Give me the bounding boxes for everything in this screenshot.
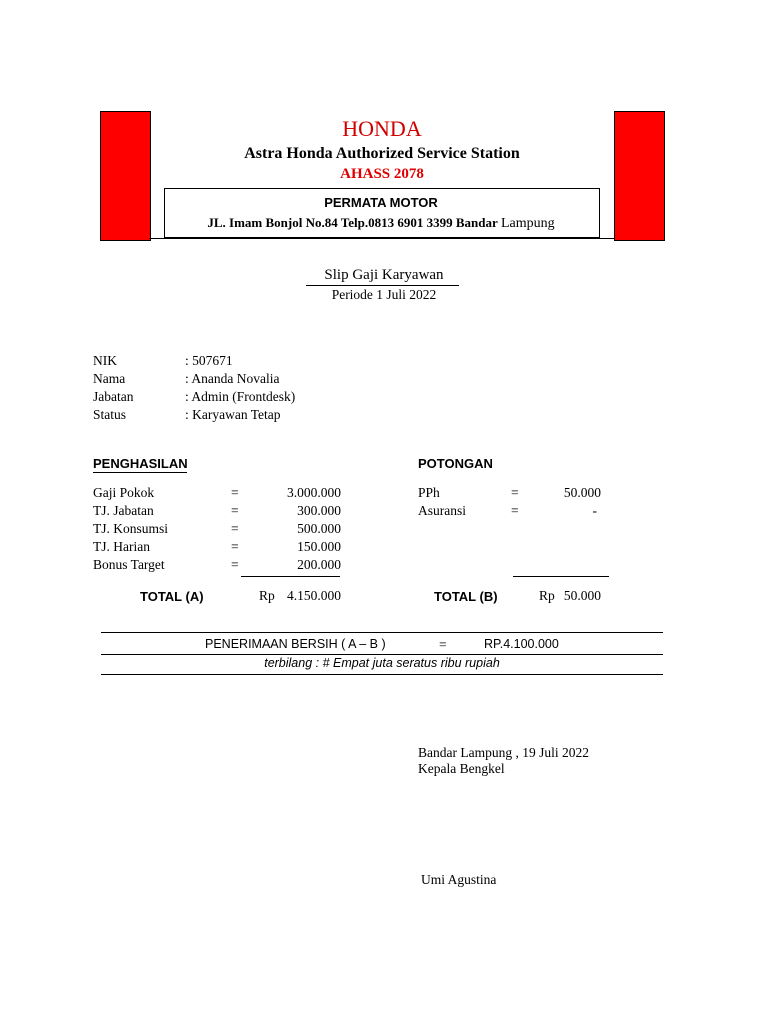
slip-period: Periode 1 Juli 2022 bbox=[331, 287, 437, 302]
signature-role: Kepala Bengkel bbox=[418, 761, 505, 776]
company-address bbox=[165, 215, 597, 232]
signature-place-date: Bandar Lampung , 19 Juli 2022 bbox=[418, 745, 589, 760]
net-pay-label: PENERIMAAN BERSIH ( A – B ) bbox=[205, 637, 386, 651]
net-top-rule bbox=[101, 632, 663, 633]
income-item-amount: 150.000 bbox=[297, 539, 341, 554]
income-item-label: TJ. Jabatan bbox=[93, 503, 154, 518]
income-item-amount: 200.000 bbox=[297, 557, 341, 572]
address-main: JL. Imam Bonjol No.84 Telp.0813 6901 3399 Bandar bbox=[207, 215, 498, 230]
deductions-heading: POTONGAN bbox=[418, 456, 493, 471]
net-middle-rule bbox=[101, 654, 663, 655]
income-item-amount: 300.000 bbox=[297, 503, 341, 518]
ahass-code: AHASS 2078 bbox=[340, 166, 424, 182]
employee-nik-value: : 507671 bbox=[185, 353, 233, 368]
income-item-eq: = bbox=[231, 521, 239, 536]
deductions-total-label: TOTAL (B) bbox=[434, 589, 498, 604]
income-total-label: TOTAL (A) bbox=[140, 589, 204, 604]
deduction-item-label: Asuransi bbox=[418, 503, 466, 518]
deduction-item-label: PPh bbox=[418, 485, 440, 500]
employee-nik-label: NIK bbox=[93, 353, 117, 368]
deduction-item-eq: = bbox=[511, 503, 519, 518]
employee-name-label: Nama bbox=[93, 371, 126, 386]
deduction-item-amount: 50.000 bbox=[563, 485, 601, 500]
signature-name: Umi Agustina bbox=[421, 872, 497, 887]
income-item-amount: 500.000 bbox=[297, 521, 341, 536]
income-heading-underline bbox=[93, 472, 187, 473]
income-item-label: TJ. Harian bbox=[93, 539, 150, 554]
header-left-red-block bbox=[100, 111, 151, 241]
slip-title: Slip Gaji Karyawan bbox=[324, 267, 444, 283]
employee-status-value: : Karyawan Tetap bbox=[185, 407, 281, 422]
income-item-label: Bonus Target bbox=[93, 557, 165, 572]
net-bottom-rule bbox=[101, 674, 663, 675]
company-box-bottom-rule bbox=[149, 238, 614, 239]
income-item-eq: = bbox=[231, 539, 239, 554]
header-right-red-block bbox=[614, 111, 665, 241]
net-pay-eq: = bbox=[439, 637, 447, 652]
income-item-amount: 3.000.000 bbox=[287, 485, 341, 500]
net-pay-value: RP.4.100.000 bbox=[484, 637, 559, 651]
employee-name-value: : Ananda Novalia bbox=[185, 371, 280, 386]
deduction-item-amount: - bbox=[592, 503, 597, 518]
address-city: Lampung bbox=[500, 216, 555, 231]
employee-position-label: Jabatan bbox=[93, 389, 134, 404]
service-station-title: Astra Honda Authorized Service Station bbox=[244, 145, 520, 162]
income-item-eq: = bbox=[231, 503, 239, 518]
employee-status-label: Status bbox=[93, 407, 127, 422]
income-total-value: 4.150.000 bbox=[287, 588, 341, 603]
deduction-item-eq: = bbox=[511, 485, 519, 500]
income-sum-rule bbox=[241, 576, 340, 577]
income-item-label: TJ. Konsumsi bbox=[93, 521, 169, 536]
deductions-sum-rule bbox=[513, 576, 609, 577]
income-total-currency: Rp bbox=[259, 588, 275, 603]
deductions-total-value: 50.000 bbox=[563, 588, 601, 603]
slip-title-underline bbox=[306, 285, 459, 286]
income-item-label: Gaji Pokok bbox=[93, 485, 155, 500]
net-pay-spelled: terbilang : # Empat juta seratus ribu rupiah bbox=[264, 656, 500, 670]
employee-position-value: : Admin (Frontdesk) bbox=[185, 389, 296, 404]
income-item-eq: = bbox=[231, 557, 239, 572]
deductions-total-currency: Rp bbox=[539, 588, 555, 603]
income-heading: PENGHASILAN bbox=[93, 456, 188, 471]
income-item-eq: = bbox=[231, 485, 239, 500]
brand-title: HONDA bbox=[342, 116, 422, 141]
company-name: PERMATA MOTOR bbox=[324, 195, 438, 210]
